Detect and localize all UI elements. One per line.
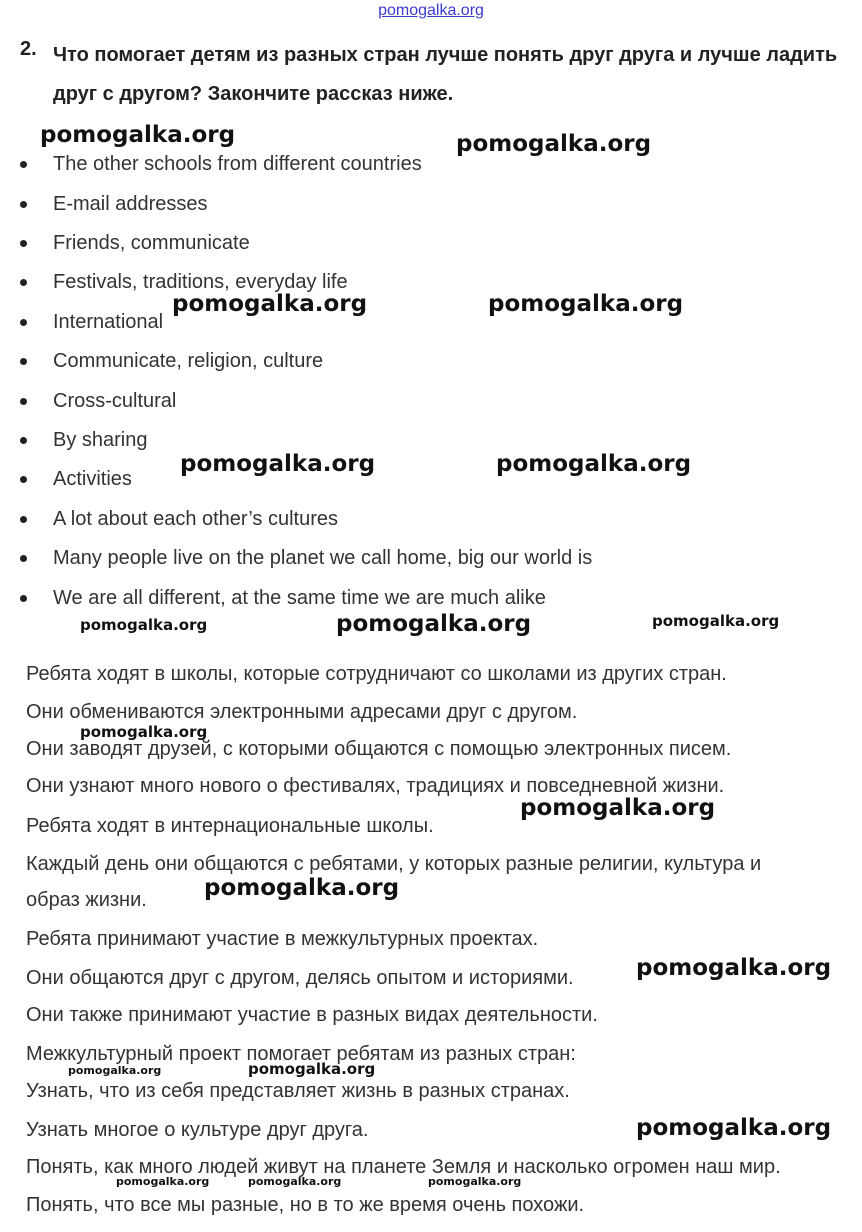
bullet-icon	[20, 595, 27, 602]
watermark: pomogalka.org	[204, 875, 400, 901]
list-item	[20, 189, 840, 219]
list-item-text: We are all different, at the same time we are much alike	[53, 587, 546, 609]
watermark: pomogalka.org	[428, 1175, 522, 1188]
header-watermark-link[interactable]: pomogalka.org	[378, 2, 484, 19]
list-item	[20, 149, 840, 179]
story-line: Они общаются друг с другом, делясь опытом и историями.	[26, 967, 574, 989]
question-number: 2.	[20, 38, 37, 60]
watermark: pomogalka.org	[336, 611, 532, 637]
list-item-text: International	[53, 311, 164, 333]
watermark: pomogalka.org	[80, 616, 208, 634]
story-line: Понять, что все мы разные, но в то же время очень похожи.	[26, 1194, 585, 1216]
watermark: pomogalka.org	[180, 451, 376, 477]
bullet-icon	[20, 476, 27, 483]
story-line: Ребята ходят в школы, которые сотрудничают со школами из других стран.	[26, 663, 727, 685]
list-item-text: The other schools from different countries	[53, 153, 422, 175]
list-item-text: By sharing	[53, 429, 148, 451]
list-item	[20, 346, 840, 376]
story-line: Они также принимают участие в разных видах деятельности.	[26, 1004, 598, 1026]
story-line: Они заводят друзей, с которыми общаются с помощью электронных писем.	[26, 738, 732, 760]
list-item	[20, 464, 840, 494]
story-line: Они узнают много нового о фестивалях, традициях и повседневной жизни.	[26, 775, 725, 797]
bullet-icon	[20, 398, 27, 405]
watermark: pomogalka.org	[248, 1175, 342, 1188]
list-item	[20, 307, 840, 337]
list-item	[20, 228, 840, 258]
watermark: pomogalka.org	[80, 723, 208, 741]
list-item-text: Festivals, traditions, everyday life	[53, 271, 348, 293]
story-line: Межкультурный проект помогает ребятам из разных стран:	[26, 1043, 576, 1065]
story-line: Ребята принимают участие в межкультурных проектах.	[26, 928, 539, 950]
list-item-text: Activities	[53, 468, 132, 490]
story-line: образ жизни.	[26, 889, 147, 911]
story-line: Каждый день они общаются с ребятами, у которых разные религии, культура и	[26, 853, 762, 875]
watermark: pomogalka.org	[40, 122, 236, 148]
story-line: Ребята ходят в интернациональные школы.	[26, 815, 434, 837]
list-item-text: Cross-cultural	[53, 390, 177, 412]
list-item	[20, 543, 840, 573]
watermark: pomogalka.org	[520, 795, 716, 821]
list-item	[20, 425, 840, 455]
list-item	[20, 504, 840, 534]
story-line: Узнать, что из себя представляет жизнь в разных странах.	[26, 1080, 570, 1102]
bullet-icon	[20, 201, 27, 208]
list-item	[20, 267, 840, 297]
story-line: Узнать многое о культуре друг друга.	[26, 1119, 369, 1141]
question-text: Что помогает детям из разных стран лучше понять друг друга и лучше ладить друг с другом? Закончите рассказ ниже.	[53, 44, 838, 105]
watermark: pomogalka.org	[652, 612, 780, 630]
story-line: Они обмениваются электронными адресами друг с другом.	[26, 701, 578, 723]
watermark: pomogalka.org	[488, 291, 684, 317]
bullet-icon	[20, 319, 27, 326]
list-item	[20, 386, 840, 416]
watermark: pomogalka.org	[68, 1064, 162, 1077]
story-line: Понять, как много людей живут на планете Земля и насколько огромен наш мир.	[26, 1156, 781, 1178]
bullet-icon	[20, 555, 27, 562]
watermark: pomogalka.org	[172, 291, 368, 317]
bullet-icon	[20, 161, 27, 168]
watermark: pomogalka.org	[496, 451, 692, 477]
bullet-icon	[20, 437, 27, 444]
list-item-text: Friends, communicate	[53, 232, 250, 254]
watermark: pomogalka.org	[636, 955, 832, 981]
bullet-icon	[20, 279, 27, 286]
bullet-icon	[20, 358, 27, 365]
list-item-text: A lot about each other’s cultures	[53, 508, 338, 530]
watermark: pomogalka.org	[116, 1175, 210, 1188]
list-item-text: Many people live on the planet we call home, big our world is	[53, 547, 593, 569]
list-item-text: Communicate, religion, culture	[53, 350, 324, 372]
watermark: pomogalka.org	[636, 1115, 832, 1141]
list-item-text: E-mail addresses	[53, 193, 208, 215]
list-item	[20, 583, 840, 613]
bullet-icon	[20, 516, 27, 523]
bullet-icon	[20, 240, 27, 247]
watermark: pomogalka.org	[456, 131, 652, 157]
watermark: pomogalka.org	[248, 1060, 376, 1078]
